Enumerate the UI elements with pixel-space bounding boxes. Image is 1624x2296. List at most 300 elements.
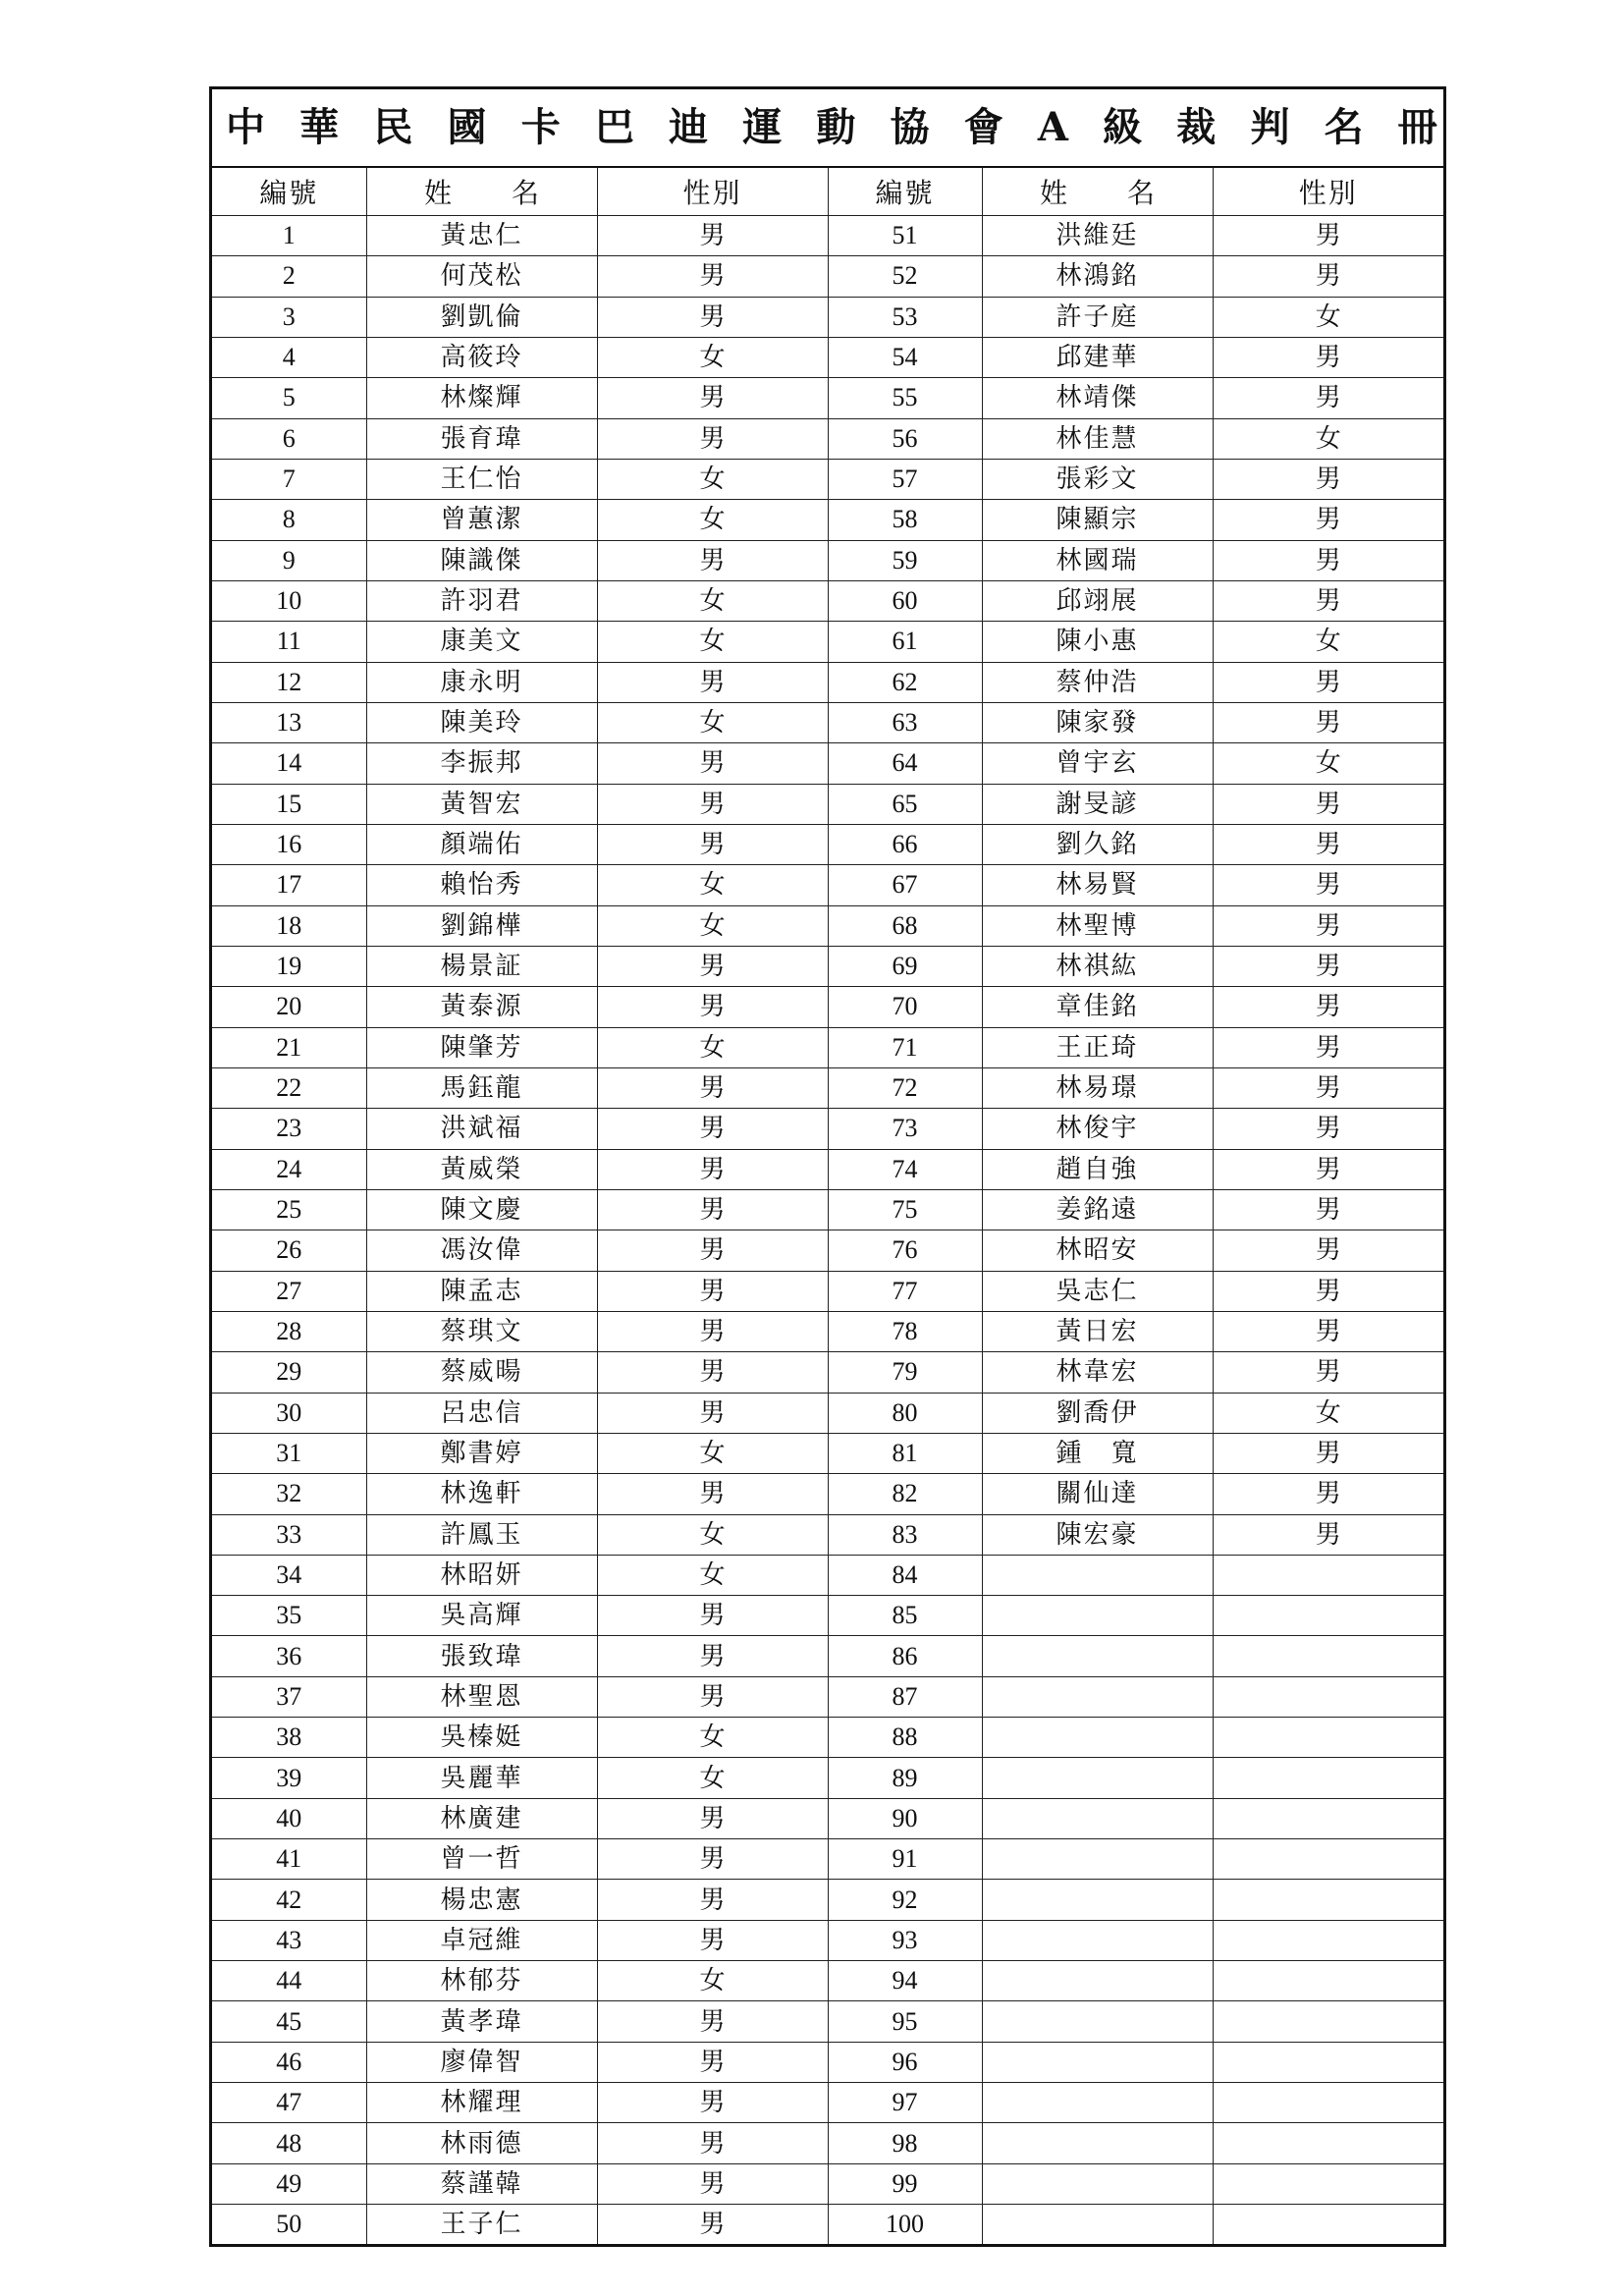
title-char: 運 [742,104,783,150]
left-entry-gender: 男 [597,1474,828,1514]
right-entry-name: 趙自強 [982,1149,1213,1189]
left-entry-number: 25 [212,1189,366,1230]
table-row [212,2205,1443,2245]
left-entry-gender: 女 [597,1027,828,1067]
left-entry-number: 29 [212,1352,366,1393]
right-entry-name [982,1676,1213,1717]
left-entry-number: 11 [212,622,366,662]
right-entry-name [982,2001,1213,2042]
table-row [212,784,1443,824]
left-entry-gender: 男 [597,256,828,297]
left-entry-number: 43 [212,1920,366,1960]
left-entry-gender: 女 [597,865,828,905]
right-entry-name [982,2083,1213,2123]
left-entry-name: 劉凱倫 [366,297,597,337]
right-entry-number: 76 [828,1230,982,1271]
right-entry-number: 91 [828,1839,982,1880]
right-entry-name: 陳顯宗 [982,500,1213,540]
left-entry-number: 42 [212,1880,366,1920]
right-entry-gender [1213,1636,1443,1676]
right-entry-name: 林鴻銘 [982,256,1213,297]
right-entry-gender: 女 [1213,418,1443,459]
header-gender: 性別 [1213,168,1443,216]
table-row [212,337,1443,377]
left-entry-number: 21 [212,1027,366,1067]
table-row [212,1271,1443,1311]
right-entry-gender: 男 [1213,824,1443,864]
table-row [212,1474,1443,1514]
table-row [212,743,1443,784]
right-entry-name: 黃日宏 [982,1311,1213,1351]
header-name: 姓 名 [366,168,597,216]
right-entry-name: 曾宇玄 [982,743,1213,784]
right-entry-name: 姜銘遠 [982,1189,1213,1230]
left-entry-number: 47 [212,2083,366,2123]
left-entry-number: 4 [212,337,366,377]
left-entry-gender: 女 [597,337,828,377]
left-entry-gender: 女 [597,1433,828,1473]
left-entry-number: 20 [212,987,366,1027]
right-entry-name [982,1718,1213,1758]
left-entry-gender: 女 [597,500,828,540]
left-entry-gender: 女 [597,905,828,946]
left-entry-name: 張育瑋 [366,418,597,459]
right-entry-number: 68 [828,905,982,946]
left-entry-gender: 男 [597,824,828,864]
title-char: 華 [299,104,340,150]
right-entry-gender: 女 [1213,622,1443,662]
right-entry-name [982,1596,1213,1636]
left-entry-name: 林燦輝 [366,378,597,418]
title-char: 卡 [520,104,561,150]
left-entry-gender: 男 [597,2083,828,2123]
left-entry-name: 林雨德 [366,2123,597,2163]
right-entry-number: 99 [828,2163,982,2204]
left-entry-name: 許鳳玉 [366,1514,597,1555]
right-entry-number: 89 [828,1758,982,1798]
table-row [212,1920,1443,1960]
right-entry-gender: 男 [1213,946,1443,986]
right-entry-number: 87 [828,1676,982,1717]
left-entry-name: 蔡威暘 [366,1352,597,1393]
table-row [212,1067,1443,1108]
left-entry-name: 黃泰源 [366,987,597,1027]
table-row [212,1758,1443,1798]
right-entry-number: 77 [828,1271,982,1311]
roster-table [212,168,1443,2244]
title-char: 判 [1250,104,1290,150]
title-char: 迪 [669,104,709,150]
title-char: 動 [816,104,856,150]
right-entry-gender: 男 [1213,459,1443,499]
left-entry-number: 32 [212,1474,366,1514]
table-row [212,1636,1443,1676]
right-entry-number: 86 [828,1636,982,1676]
right-entry-gender: 男 [1213,580,1443,621]
right-entry-name: 邱建華 [982,337,1213,377]
right-entry-gender [1213,1555,1443,1595]
left-entry-number: 35 [212,1596,366,1636]
left-entry-name: 王子仁 [366,2205,597,2245]
left-entry-name: 陳識傑 [366,540,597,580]
left-entry-gender: 男 [597,1596,828,1636]
left-entry-number: 10 [212,580,366,621]
right-entry-gender: 男 [1213,1474,1443,1514]
right-entry-name: 邱翊展 [982,580,1213,621]
left-entry-gender: 男 [597,1149,828,1189]
right-entry-gender: 男 [1213,1189,1443,1230]
left-entry-number: 23 [212,1109,366,1149]
right-entry-name [982,1758,1213,1798]
right-entry-gender: 男 [1213,1271,1443,1311]
table-row [212,1433,1443,1473]
right-entry-number: 61 [828,622,982,662]
left-entry-name: 廖偉智 [366,2042,597,2082]
right-entry-gender [1213,2083,1443,2123]
right-entry-name [982,1961,1213,2001]
right-entry-name: 張彩文 [982,459,1213,499]
right-entry-name: 林昭安 [982,1230,1213,1271]
left-entry-gender: 女 [597,459,828,499]
left-entry-number: 3 [212,297,366,337]
left-entry-number: 34 [212,1555,366,1595]
right-entry-number: 62 [828,662,982,702]
roster-body [212,216,1443,2245]
right-entry-name [982,1636,1213,1676]
right-entry-name [982,1839,1213,1880]
right-entry-name: 蔡仲浩 [982,662,1213,702]
left-entry-gender: 男 [597,1352,828,1393]
right-entry-gender: 男 [1213,256,1443,297]
title-char: 中 [226,104,265,150]
right-entry-gender: 男 [1213,337,1443,377]
right-entry-number: 72 [828,1067,982,1108]
table-row [212,1027,1443,1067]
left-entry-number: 28 [212,1311,366,1351]
right-entry-name: 鍾 寬 [982,1433,1213,1473]
table-row [212,459,1443,499]
right-entry-gender [1213,1880,1443,1920]
header-number: 編號 [212,168,366,216]
left-entry-name: 陳孟志 [366,1271,597,1311]
right-entry-gender [1213,1718,1443,1758]
left-entry-number: 44 [212,1961,366,2001]
left-entry-gender: 男 [597,1067,828,1108]
right-entry-name [982,1798,1213,1838]
left-entry-name: 洪斌福 [366,1109,597,1149]
right-entry-gender: 男 [1213,865,1443,905]
right-entry-name: 劉喬伊 [982,1393,1213,1433]
left-entry-number: 30 [212,1393,366,1433]
left-entry-name: 馬鈺龍 [366,1067,597,1108]
left-entry-name: 黃忠仁 [366,216,597,256]
left-entry-number: 45 [212,2001,366,2042]
right-entry-number: 74 [828,1149,982,1189]
table-row [212,1514,1443,1555]
left-entry-name: 劉錦樺 [366,905,597,946]
right-entry-number: 78 [828,1311,982,1351]
right-entry-name: 謝旻諺 [982,784,1213,824]
right-entry-number: 96 [828,2042,982,2082]
left-entry-gender: 男 [597,1636,828,1676]
left-entry-name: 吳麗華 [366,1758,597,1798]
title-char: 裁 [1176,104,1217,150]
right-entry-name: 王正琦 [982,1027,1213,1067]
table-row [212,1189,1443,1230]
table-row [212,946,1443,986]
right-entry-gender [1213,2042,1443,2082]
table-row [212,500,1443,540]
left-entry-gender: 女 [597,1961,828,2001]
right-entry-gender: 男 [1213,662,1443,702]
left-entry-number: 17 [212,865,366,905]
left-entry-gender: 男 [597,418,828,459]
right-entry-gender: 男 [1213,1109,1443,1149]
table-row [212,297,1443,337]
right-entry-number: 80 [828,1393,982,1433]
right-entry-gender: 男 [1213,1311,1443,1351]
table-row [212,2042,1443,2082]
right-entry-name [982,1555,1213,1595]
left-entry-name: 林逸軒 [366,1474,597,1514]
table-row [212,1149,1443,1189]
left-entry-name: 康永明 [366,662,597,702]
left-entry-name: 顏端佑 [366,824,597,864]
left-entry-gender: 男 [597,216,828,256]
right-entry-number: 65 [828,784,982,824]
left-entry-gender: 男 [597,1189,828,1230]
left-entry-gender: 男 [597,784,828,824]
left-entry-number: 41 [212,1839,366,1880]
left-entry-name: 吳榛娗 [366,1718,597,1758]
title-char: 冊 [1397,104,1437,150]
left-entry-number: 8 [212,500,366,540]
right-entry-name: 林易賢 [982,865,1213,905]
right-entry-number: 52 [828,256,982,297]
right-entry-number: 64 [828,743,982,784]
left-entry-number: 18 [212,905,366,946]
right-entry-gender: 男 [1213,378,1443,418]
left-entry-name: 黃孝瑋 [366,2001,597,2042]
right-entry-number: 75 [828,1189,982,1230]
table-row [212,865,1443,905]
left-entry-gender: 男 [597,297,828,337]
table-row [212,1676,1443,1717]
right-entry-gender [1213,2205,1443,2245]
left-entry-gender: 男 [597,2123,828,2163]
left-entry-name: 黃威榮 [366,1149,597,1189]
title-char: 名 [1324,104,1364,150]
left-entry-number: 49 [212,2163,366,2204]
left-entry-gender: 男 [597,662,828,702]
left-entry-name: 林耀理 [366,2083,597,2123]
right-entry-number: 84 [828,1555,982,1595]
table-row [212,256,1443,297]
right-entry-name [982,1920,1213,1960]
left-entry-number: 5 [212,378,366,418]
right-entry-number: 73 [828,1109,982,1149]
right-entry-name: 林國瑞 [982,540,1213,580]
left-entry-gender: 男 [597,1676,828,1717]
left-entry-number: 37 [212,1676,366,1717]
right-entry-name: 關仙達 [982,1474,1213,1514]
table-row [212,580,1443,621]
left-entry-name: 陳美玲 [366,702,597,742]
right-entry-gender: 男 [1213,1027,1443,1067]
left-entry-gender: 男 [597,946,828,986]
title-char: 民 [373,104,413,150]
right-entry-number: 55 [828,378,982,418]
right-entry-number: 85 [828,1596,982,1636]
right-entry-name: 章佳銘 [982,987,1213,1027]
right-entry-gender: 男 [1213,987,1443,1027]
right-entry-number: 63 [828,702,982,742]
left-entry-name: 陳肇芳 [366,1027,597,1067]
left-entry-name: 曾一哲 [366,1839,597,1880]
left-entry-name: 何茂松 [366,256,597,297]
header-name: 姓 名 [982,168,1213,216]
left-entry-number: 13 [212,702,366,742]
right-entry-name: 林韋宏 [982,1352,1213,1393]
left-entry-number: 2 [212,256,366,297]
right-entry-number: 56 [828,418,982,459]
right-entry-name: 許子庭 [982,297,1213,337]
right-entry-gender: 男 [1213,905,1443,946]
left-entry-name: 林郁芬 [366,1961,597,2001]
right-entry-number: 70 [828,987,982,1027]
left-entry-gender: 男 [597,540,828,580]
left-entry-gender: 男 [597,987,828,1027]
left-entry-number: 15 [212,784,366,824]
header-gender: 性別 [597,168,828,216]
right-entry-gender: 男 [1213,1433,1443,1473]
right-entry-number: 59 [828,540,982,580]
left-entry-name: 張致瑋 [366,1636,597,1676]
right-entry-gender: 男 [1213,1230,1443,1271]
right-entry-number: 82 [828,1474,982,1514]
header-row [212,168,1443,216]
table-row [212,702,1443,742]
right-entry-gender: 女 [1213,1393,1443,1433]
table-row [212,1352,1443,1393]
right-entry-name: 洪維廷 [982,216,1213,256]
right-entry-gender: 男 [1213,216,1443,256]
left-entry-gender: 女 [597,580,828,621]
right-entry-gender [1213,1961,1443,2001]
right-entry-number: 53 [828,297,982,337]
right-entry-number: 97 [828,2083,982,2123]
left-entry-name: 呂忠信 [366,1393,597,1433]
right-entry-name: 吳志仁 [982,1271,1213,1311]
right-entry-gender: 女 [1213,743,1443,784]
document-title [212,89,1443,168]
title-char: 巴 [594,104,634,150]
table-row [212,662,1443,702]
left-entry-gender: 男 [597,2042,828,2082]
left-entry-name: 高筱玲 [366,337,597,377]
right-entry-gender [1213,2163,1443,2204]
table-row [212,1839,1443,1880]
left-entry-number: 46 [212,2042,366,2082]
table-row [212,905,1443,946]
table-row [212,2083,1443,2123]
right-entry-number: 83 [828,1514,982,1555]
right-entry-name: 陳宏豪 [982,1514,1213,1555]
header-number: 編號 [828,168,982,216]
table-row [212,1393,1443,1433]
left-entry-number: 36 [212,1636,366,1676]
left-entry-name: 楊忠憲 [366,1880,597,1920]
right-entry-gender [1213,1676,1443,1717]
left-entry-number: 19 [212,946,366,986]
left-entry-gender: 男 [597,1798,828,1838]
left-entry-number: 24 [212,1149,366,1189]
left-entry-gender: 男 [597,743,828,784]
left-entry-gender: 男 [597,2001,828,2042]
table-row [212,1798,1443,1838]
right-entry-name: 劉久銘 [982,824,1213,864]
left-entry-number: 7 [212,459,366,499]
right-entry-number: 90 [828,1798,982,1838]
left-entry-gender: 男 [597,1230,828,1271]
left-entry-name: 黃智宏 [366,784,597,824]
title-char: 級 [1103,104,1143,150]
right-entry-gender [1213,1798,1443,1838]
table-row [212,378,1443,418]
left-entry-name: 卓冠維 [366,1920,597,1960]
left-entry-gender: 男 [597,1311,828,1351]
right-entry-gender: 女 [1213,297,1443,337]
left-entry-name: 賴怡秀 [366,865,597,905]
left-entry-gender: 女 [597,622,828,662]
left-entry-gender: 女 [597,1718,828,1758]
left-entry-number: 50 [212,2205,366,2245]
table-row [212,1109,1443,1149]
left-entry-gender: 男 [597,1109,828,1149]
left-entry-number: 9 [212,540,366,580]
table-row [212,1555,1443,1595]
title-char: A [1037,104,1068,150]
table-row [212,1230,1443,1271]
left-entry-gender: 男 [597,1880,828,1920]
left-entry-number: 16 [212,824,366,864]
title-char: 協 [890,104,930,150]
right-entry-name: 陳小惠 [982,622,1213,662]
right-entry-name: 林俊宇 [982,1109,1213,1149]
table-row [212,1596,1443,1636]
right-entry-name [982,2123,1213,2163]
right-entry-number: 93 [828,1920,982,1960]
left-entry-number: 39 [212,1758,366,1798]
right-entry-gender [1213,2001,1443,2042]
right-entry-number: 92 [828,1880,982,1920]
right-entry-gender [1213,1596,1443,1636]
right-entry-number: 71 [828,1027,982,1067]
right-entry-gender: 男 [1213,1352,1443,1393]
right-entry-gender [1213,2123,1443,2163]
right-entry-gender: 男 [1213,702,1443,742]
right-entry-name [982,2042,1213,2082]
left-entry-number: 40 [212,1798,366,1838]
left-entry-number: 31 [212,1433,366,1473]
right-entry-number: 100 [828,2205,982,2245]
left-entry-gender: 男 [597,1271,828,1311]
table-row [212,824,1443,864]
table-row [212,987,1443,1027]
title-char: 國 [447,104,487,150]
left-entry-gender: 女 [597,1555,828,1595]
left-entry-number: 6 [212,418,366,459]
